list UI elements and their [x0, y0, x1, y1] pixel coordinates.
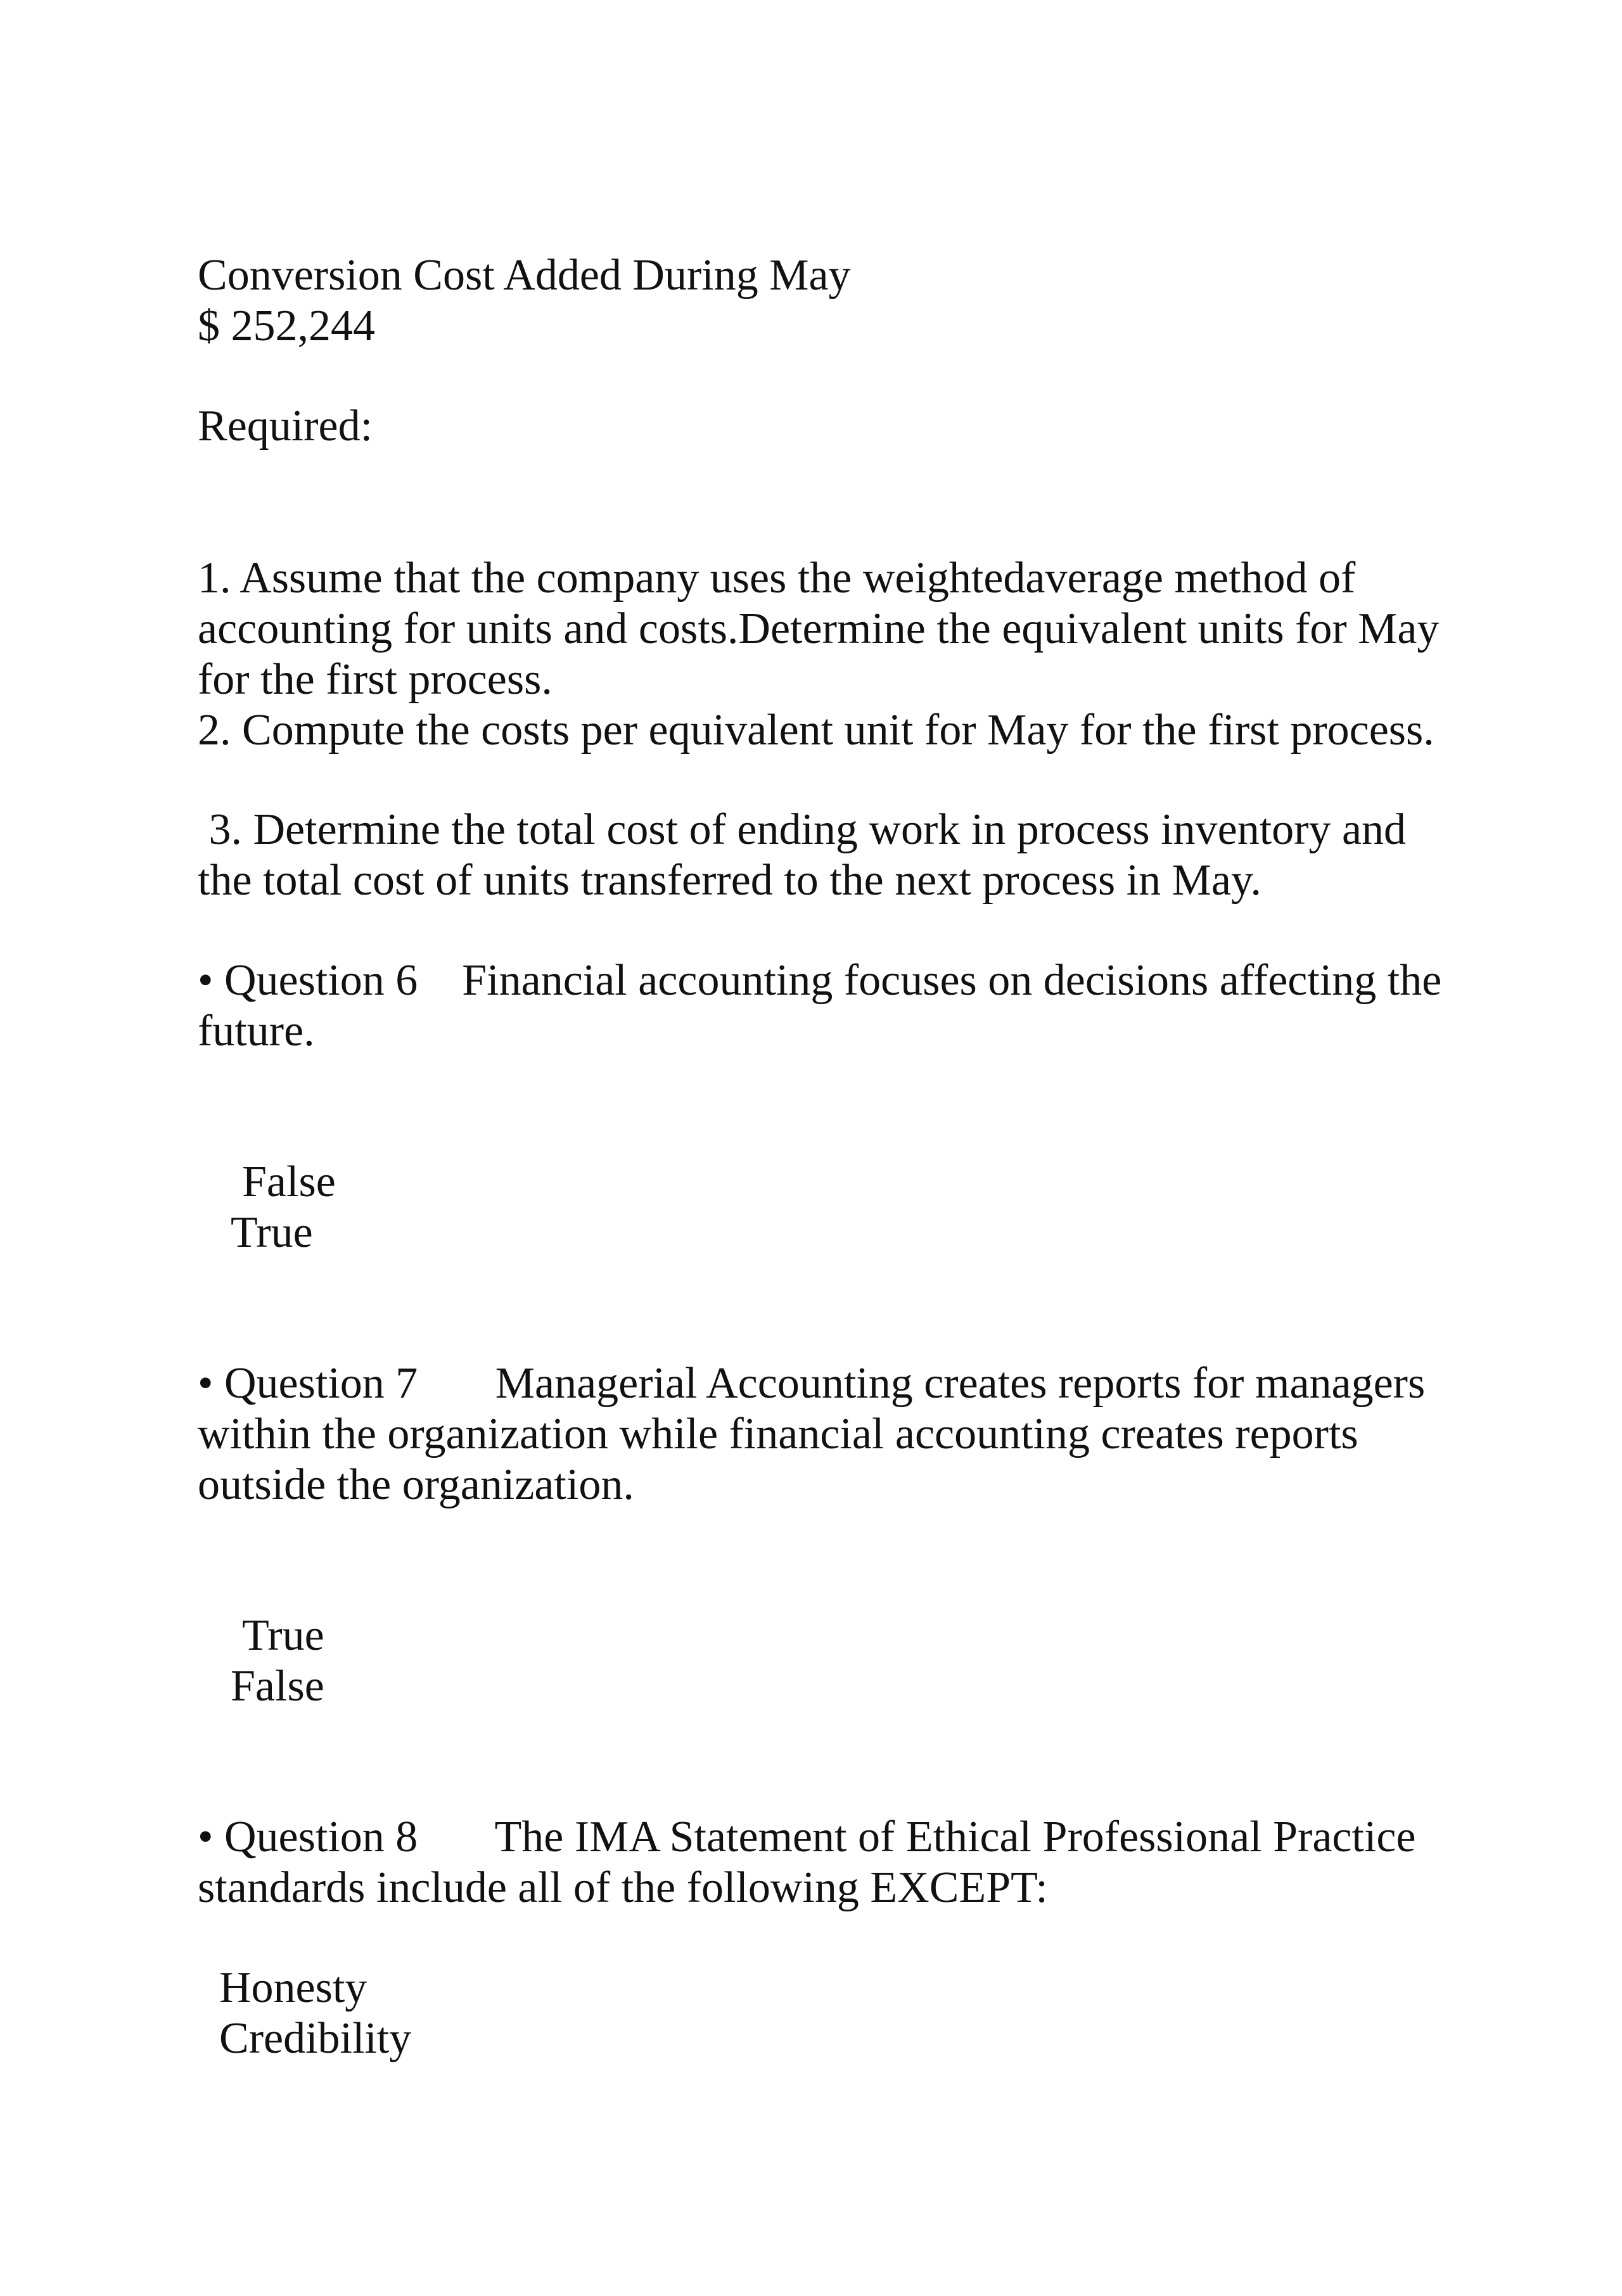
answer-option-false[interactable]: False [231, 1662, 324, 1711]
requirement-line: 2. Compute the costs per equivalent unit for May for the first process. [198, 706, 1434, 755]
question-text: • Question 6 Financial accounting focuses on decisions affecting the [198, 956, 1442, 1005]
question-text: outside the organization. [198, 1460, 634, 1509]
answer-option-credibility[interactable]: Credibility [219, 2014, 412, 2063]
question-text: within the organization while financial accounting creates reports [198, 1410, 1358, 1458]
requirement-line: for the first process. [198, 655, 552, 704]
question-text: standards include all of the following EXCEPT: [198, 1863, 1048, 1912]
section-title: Conversion Cost Added During May [198, 251, 851, 300]
answer-option-true[interactable]: True [231, 1208, 313, 1257]
requirement-line: 1. Assume that the company uses the weightedaverage method of [198, 554, 1356, 603]
required-heading: Required: [198, 402, 373, 450]
answer-option-honesty[interactable]: Honesty [219, 1963, 367, 2012]
requirement-line: 3. Determine the total cost of ending work in process inventory and [198, 805, 1407, 854]
requirement-line: the total cost of units transferred to the next process in May. [198, 856, 1261, 905]
question-text: • Question 7 Managerial Accounting creates reports for managers [198, 1359, 1426, 1408]
conversion-cost-amount: $ 252,244 [198, 302, 375, 350]
requirement-line: accounting for units and costs.Determine the equivalent units for May [198, 604, 1440, 653]
question-text: • Question 8 The IMA Statement of Ethical Professional Practice [198, 1813, 1416, 1861]
answer-option-true[interactable]: True [242, 1611, 324, 1660]
question-text: future. [198, 1007, 315, 1056]
answer-option-false[interactable]: False [242, 1158, 336, 1206]
